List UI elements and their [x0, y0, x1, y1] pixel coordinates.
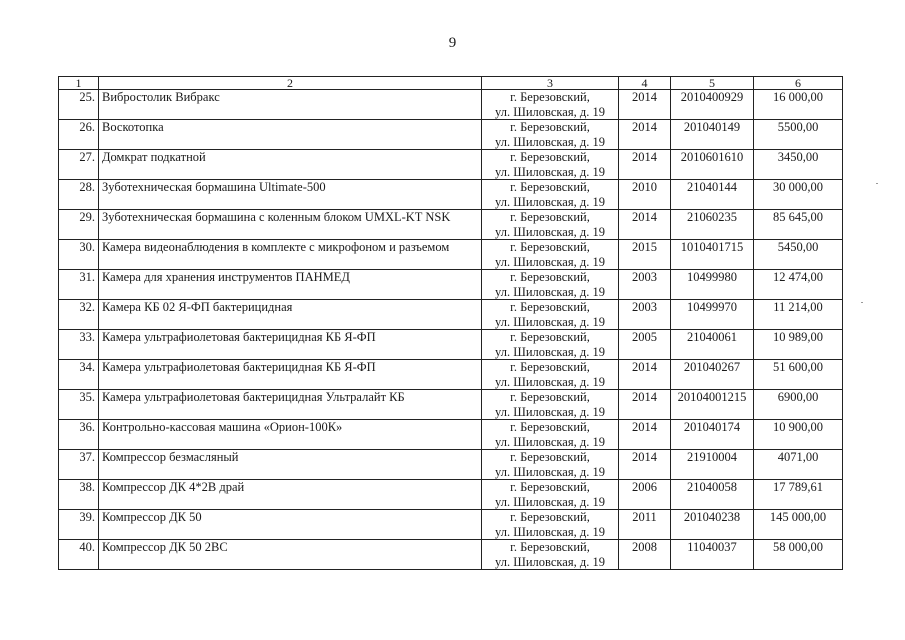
item-name: Вибростолик Вибракс — [99, 90, 482, 120]
table-row — [59, 210, 843, 240]
column-header-1: 1 — [59, 77, 99, 90]
row-number: 35. — [59, 390, 99, 420]
item-address — [482, 390, 619, 420]
address-city: г. Березовский, — [510, 240, 590, 254]
address-city: г. Березовский, — [510, 90, 590, 104]
item-address — [482, 120, 619, 150]
table-row — [59, 420, 843, 450]
table-row — [59, 180, 843, 210]
column-header-4: 4 — [619, 77, 671, 90]
inventory-number: 1010401715 — [671, 240, 754, 270]
inventory-number: 201040238 — [671, 510, 754, 540]
address-city: г. Березовский, — [510, 150, 590, 164]
inventory-number: 2010400929 — [671, 90, 754, 120]
column-number-row — [59, 77, 843, 90]
inventory-number: 10499970 — [671, 300, 754, 330]
address-street: ул. Шиловская, д. 19 — [495, 494, 605, 509]
item-name: Зуботехническая бормашина с коленным блоком UMXL-KT NSK — [99, 210, 482, 240]
address-street: ул. Шиловская, д. 19 — [495, 464, 605, 479]
address-street: ул. Шиловская, д. 19 — [495, 374, 605, 389]
table-row — [59, 270, 843, 300]
address-city: г. Березовский, — [510, 180, 590, 194]
address-street: ул. Шиловская, д. 19 — [495, 434, 605, 449]
item-year: 2014 — [619, 390, 671, 420]
table-row — [59, 240, 843, 270]
row-number: 36. — [59, 420, 99, 450]
item-cost: 11 214,00 — [754, 300, 843, 330]
item-address — [482, 270, 619, 300]
item-cost: 85 645,00 — [754, 210, 843, 240]
item-year: 2014 — [619, 90, 671, 120]
table-row — [59, 510, 843, 540]
address-street: ул. Шиловская, д. 19 — [495, 404, 605, 419]
address-street: ул. Шиловская, д. 19 — [495, 314, 605, 329]
item-cost: 58 000,00 — [754, 540, 843, 570]
row-number: 37. — [59, 450, 99, 480]
row-number: 34. — [59, 360, 99, 390]
row-number: 38. — [59, 480, 99, 510]
address-street: ул. Шиловская, д. 19 — [495, 224, 605, 239]
address-city: г. Березовский, — [510, 450, 590, 464]
column-header-5: 5 — [671, 77, 754, 90]
item-name: Камера ультрафиолетовая бактерицидная КБ Я-ФП — [99, 360, 482, 390]
table-body — [59, 90, 843, 570]
row-number: 40. — [59, 540, 99, 570]
item-address — [482, 450, 619, 480]
row-number: 25. — [59, 90, 99, 120]
row-number: 30. — [59, 240, 99, 270]
table-row — [59, 300, 843, 330]
item-address — [482, 300, 619, 330]
item-year: 2003 — [619, 270, 671, 300]
item-year: 2006 — [619, 480, 671, 510]
address-city: г. Березовский, — [510, 540, 590, 554]
scan-speck — [861, 302, 863, 303]
item-name: Камера для хранения инструментов ПАНМЕД — [99, 270, 482, 300]
item-year: 2014 — [619, 120, 671, 150]
item-cost: 51 600,00 — [754, 360, 843, 390]
item-cost: 10 900,00 — [754, 420, 843, 450]
item-address — [482, 90, 619, 120]
inventory-number: 201040174 — [671, 420, 754, 450]
inventory-number: 21040058 — [671, 480, 754, 510]
address-street: ул. Шиловская, д. 19 — [495, 554, 605, 569]
item-cost: 6900,00 — [754, 390, 843, 420]
address-street: ул. Шиловская, д. 19 — [495, 524, 605, 539]
row-number: 31. — [59, 270, 99, 300]
item-name: Камера ультрафиолетовая бактерицидная Ультралайт КБ — [99, 390, 482, 420]
column-header-2: 2 — [99, 77, 482, 90]
item-name: Компрессор ДК 50 2ВС — [99, 540, 482, 570]
inventory-table — [58, 76, 843, 570]
item-cost: 145 000,00 — [754, 510, 843, 540]
row-number: 27. — [59, 150, 99, 180]
item-year: 2014 — [619, 420, 671, 450]
row-number: 33. — [59, 330, 99, 360]
scan-speck — [876, 183, 878, 184]
address-street: ул. Шиловская, д. 19 — [495, 134, 605, 149]
item-name: Компрессор ДК 4*2В драй — [99, 480, 482, 510]
inventory-number: 201040149 — [671, 120, 754, 150]
item-name: Домкрат подкатной — [99, 150, 482, 180]
address-city: г. Березовский, — [510, 300, 590, 314]
table-row — [59, 360, 843, 390]
row-number: 28. — [59, 180, 99, 210]
item-name: Компрессор ДК 50 — [99, 510, 482, 540]
row-number: 32. — [59, 300, 99, 330]
column-header-6: 6 — [754, 77, 843, 90]
address-city: г. Березовский, — [510, 120, 590, 134]
address-city: г. Березовский, — [510, 510, 590, 524]
item-year: 2011 — [619, 510, 671, 540]
address-city: г. Березовский, — [510, 390, 590, 404]
item-address — [482, 240, 619, 270]
address-street: ул. Шиловская, д. 19 — [495, 104, 605, 119]
item-year: 2014 — [619, 360, 671, 390]
item-address — [482, 150, 619, 180]
address-city: г. Березовский, — [510, 270, 590, 284]
item-name: Камера КБ 02 Я-ФП бактерицидная — [99, 300, 482, 330]
item-name: Камера ультрафиолетовая бактерицидная КБ Я-ФП — [99, 330, 482, 360]
item-year: 2014 — [619, 150, 671, 180]
inventory-number: 21910004 — [671, 450, 754, 480]
item-year: 2014 — [619, 210, 671, 240]
item-cost: 12 474,00 — [754, 270, 843, 300]
item-address — [482, 360, 619, 390]
item-name: Компрессор безмасляный — [99, 450, 482, 480]
item-cost: 16 000,00 — [754, 90, 843, 120]
table-row — [59, 90, 843, 120]
inventory-number: 21060235 — [671, 210, 754, 240]
item-year: 2003 — [619, 300, 671, 330]
item-cost: 30 000,00 — [754, 180, 843, 210]
item-name: Камера видеонаблюдения в комплекте с микрофоном и разъемом — [99, 240, 482, 270]
table-row — [59, 150, 843, 180]
column-header-3: 3 — [482, 77, 619, 90]
inventory-number: 20104001215 — [671, 390, 754, 420]
item-address — [482, 510, 619, 540]
item-address — [482, 210, 619, 240]
page-number: 9 — [448, 35, 457, 51]
inventory-number: 21040144 — [671, 180, 754, 210]
table-row — [59, 450, 843, 480]
item-cost: 5500,00 — [754, 120, 843, 150]
address-city: г. Березовский, — [510, 330, 590, 344]
item-address — [482, 480, 619, 510]
address-city: г. Березовский, — [510, 420, 590, 434]
row-number: 29. — [59, 210, 99, 240]
item-name: Зуботехническая бормашина Ultimate-500 — [99, 180, 482, 210]
item-cost: 3450,00 — [754, 150, 843, 180]
address-street: ул. Шиловская, д. 19 — [495, 344, 605, 359]
row-number: 39. — [59, 510, 99, 540]
address-city: г. Березовский, — [510, 210, 590, 224]
inventory-number: 2010601610 — [671, 150, 754, 180]
table-row — [59, 480, 843, 510]
row-number: 26. — [59, 120, 99, 150]
item-cost: 4071,00 — [754, 450, 843, 480]
table-row — [59, 120, 843, 150]
inventory-number: 201040267 — [671, 360, 754, 390]
table-row — [59, 390, 843, 420]
address-street: ул. Шиловская, д. 19 — [495, 284, 605, 299]
inventory-number: 11040037 — [671, 540, 754, 570]
inventory-number: 21040061 — [671, 330, 754, 360]
item-year: 2005 — [619, 330, 671, 360]
item-year: 2010 — [619, 180, 671, 210]
address-city: г. Березовский, — [510, 480, 590, 494]
address-street: ул. Шиловская, д. 19 — [495, 164, 605, 179]
item-year: 2015 — [619, 240, 671, 270]
item-address — [482, 330, 619, 360]
address-street: ул. Шиловская, д. 19 — [495, 254, 605, 269]
item-address — [482, 420, 619, 450]
table-row — [59, 540, 843, 570]
item-cost: 10 989,00 — [754, 330, 843, 360]
item-year: 2014 — [619, 450, 671, 480]
address-city: г. Березовский, — [510, 360, 590, 374]
item-year: 2008 — [619, 540, 671, 570]
item-address — [482, 540, 619, 570]
item-name: Воскотопка — [99, 120, 482, 150]
item-cost: 5450,00 — [754, 240, 843, 270]
address-street: ул. Шиловская, д. 19 — [495, 194, 605, 209]
item-cost: 17 789,61 — [754, 480, 843, 510]
item-name: Контрольно-кассовая машина «Орион-100К» — [99, 420, 482, 450]
table-row — [59, 330, 843, 360]
inventory-number: 10499980 — [671, 270, 754, 300]
item-address — [482, 180, 619, 210]
